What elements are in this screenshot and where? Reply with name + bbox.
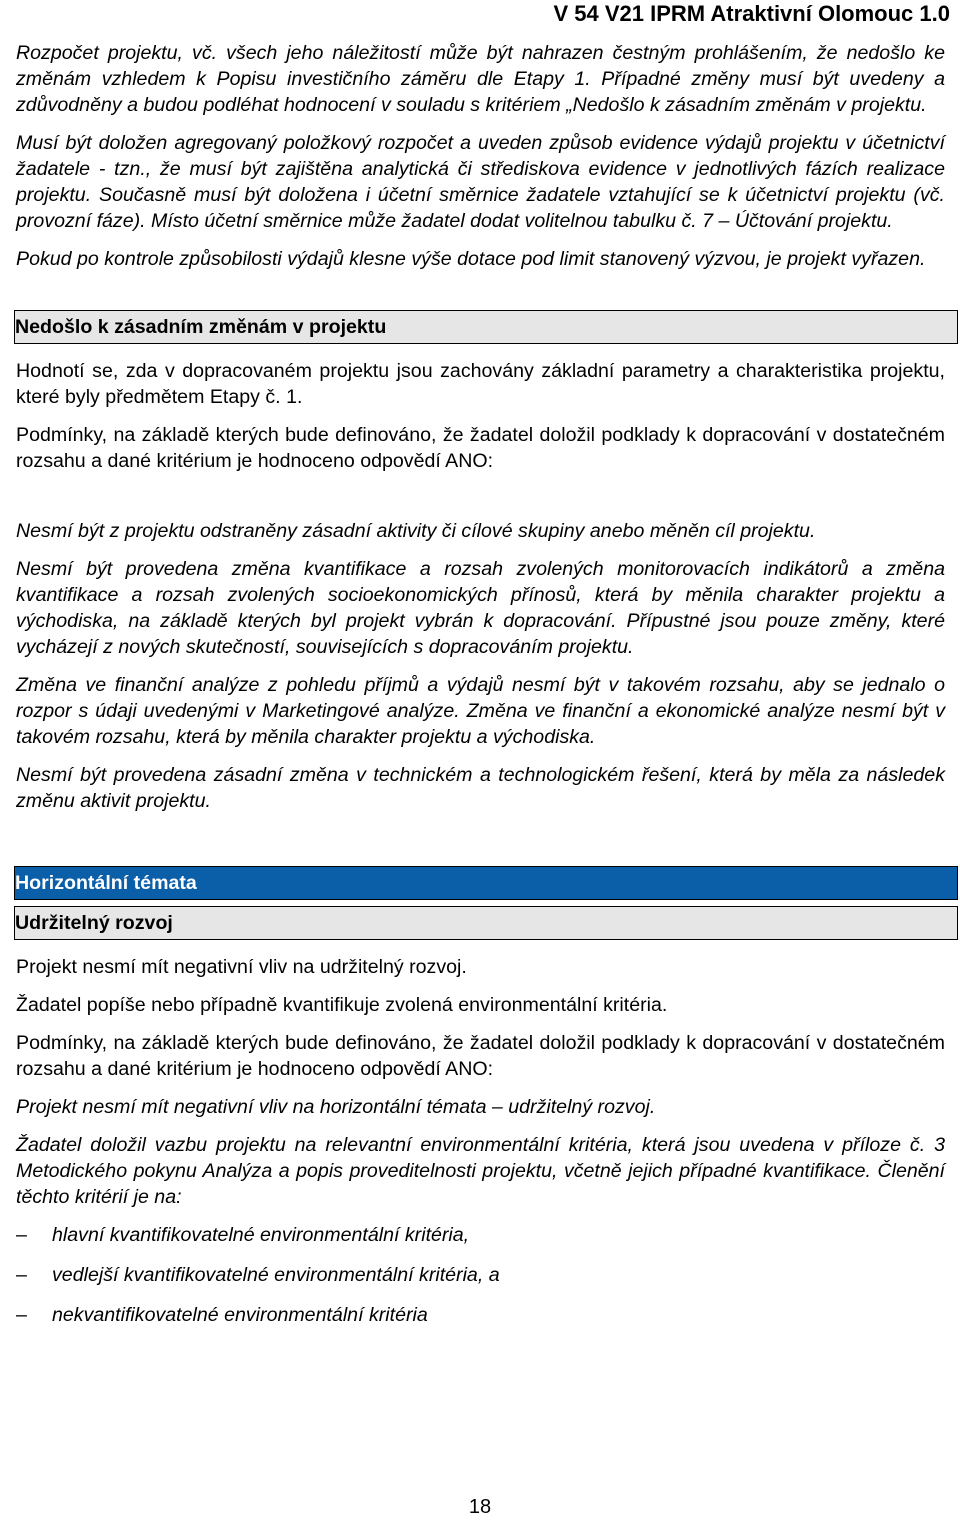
list-item xyxy=(16,1222,945,1248)
section2-paragraph-3: Podmínky, na základě kterých bude definováno, že žadatel doložil podklady k dopracování v dostatečném rozsahu a dané kritérium je hodnoceno odpovědí ANO: xyxy=(16,1032,945,1080)
document-header-title: V 54 V21 IPRM Atraktivní Olomouc 1.0 xyxy=(553,1,950,26)
section1-paragraph-3: Nesmí být z projektu odstraněny zásadní aktivity či cílové skupiny anebo měněn cíl projektu. xyxy=(16,520,816,542)
section2-paragraph-2: Žadatel popíše nebo případně kvantifikuje zvolená environmentální kritéria. xyxy=(16,994,668,1016)
dash-bullet-icon: – xyxy=(16,1224,27,1246)
page-number: 18 xyxy=(468,1496,492,1518)
subsection-heading-sustainable-development: Udržitelný rozvoj xyxy=(14,906,958,940)
list-item xyxy=(16,1302,945,1328)
intro-paragraph-1: Rozpočet projektu, vč. všech jeho náležitostí může být nahrazen čestným prohlášením, že nedošlo ke změnám vzhledem k Popisu investičního záměru dle Etapy 1. Případné změny musí být uvedeny a zdůvodněny a budou podléhat hodnocení v souladu s kritériem „Nedošlo k zásadním změnám v projektu. xyxy=(16,42,945,116)
list-item-text: nekvantifikovatelné environmentální kritéria xyxy=(52,1304,428,1326)
dash-bullet-icon: – xyxy=(16,1264,27,1286)
section1-paragraph-5: Změna ve finanční analýze z pohledu příjmů a výdajů nesmí být v takovém rozsahu, aby se jednalo o rozpor s údaji uvedenými v Marketingové analýze. Změna ve finanční a ekonomické analýze nesmí být v takovém rozsahu, která by měnila charakter projektu a východiska. xyxy=(16,674,945,748)
section2-paragraph-4: Projekt nesmí mít negativní vliv na horizontální témata – udržitelný rozvoj. xyxy=(16,1096,656,1118)
list-item-text: hlavní kvantifikovatelné environmentální kritéria, xyxy=(52,1224,470,1246)
intro-paragraph-2: Musí být doložen agregovaný položkový rozpočet a uveden způsob evidence výdajů projektu v účetnictví žadatele - tzn., že musí být zajištěna analytická či střediskova evidence v jednotlivých fázích realizace projektu. Současně musí být doložena i účetní směrnice žadatele vztahující se k účetnictví projektu (vč. provozní fáze). Místo účetní směrnice může žadatel dodat volitelnou tabulku č. 7 – Účtování projektu. xyxy=(16,132,945,232)
list-item-text: vedlejší kvantifikovatelné environmentální kritéria, a xyxy=(52,1264,500,1286)
list-item xyxy=(16,1262,945,1288)
section2-paragraph-1: Projekt nesmí mít negativní vliv na udržitelný rozvoj. xyxy=(16,956,467,978)
criteria-list xyxy=(16,1222,945,1328)
section1-paragraph-2: Podmínky, na základě kterých bude definováno, že žadatel doložil podklady k dopracování v dostatečném rozsahu a dané kritérium je hodnoceno odpovědí ANO: xyxy=(16,424,945,472)
section1-paragraph-6: Nesmí být provedena zásadní změna v technickém a technologickém řešení, která by měla za následek změnu aktivit projektu. xyxy=(16,764,945,812)
section-heading-horizontal-topics: Horizontální témata xyxy=(14,866,958,900)
dash-bullet-icon: – xyxy=(16,1304,27,1326)
section1-paragraph-1: Hodnotí se, zda v dopracovaném projektu jsou zachovány základní parametry a charakteristika projektu, které byly předmětem Etapy č. 1. xyxy=(16,360,945,408)
section1-paragraph-4: Nesmí být provedena změna kvantifikace a rozsah zvolených monitorovacích indikátorů a změna kvantifikace a rozsah zvolených socioekonomických přínosů, která by měnila charakter projektu a východiska, na základě kterých byl projekt vybrán k dopracování. Přípustné jsou pouze změny, které vycházejí z nových skutečností, souvisejících s dopracováním projektu. xyxy=(16,558,945,658)
intro-paragraph-3: Pokud po kontrole způsobilosti výdajů klesne výše dotace pod limit stanovený výzvou, je projekt vyřazen. xyxy=(16,248,926,270)
section2-paragraph-5: Žadatel doložil vazbu projektu na relevantní environmentální kritéria, která jsou uvedena v příloze č. 3 Metodického pokynu Analýza a popis proveditelnosti projektu, včetně jejich případné kvantifikace. Členění těchto kritérií je na: xyxy=(16,1134,945,1208)
section-heading-changes: Nedošlo k zásadním změnám v projektu xyxy=(14,310,958,344)
document-body xyxy=(16,40,945,1342)
